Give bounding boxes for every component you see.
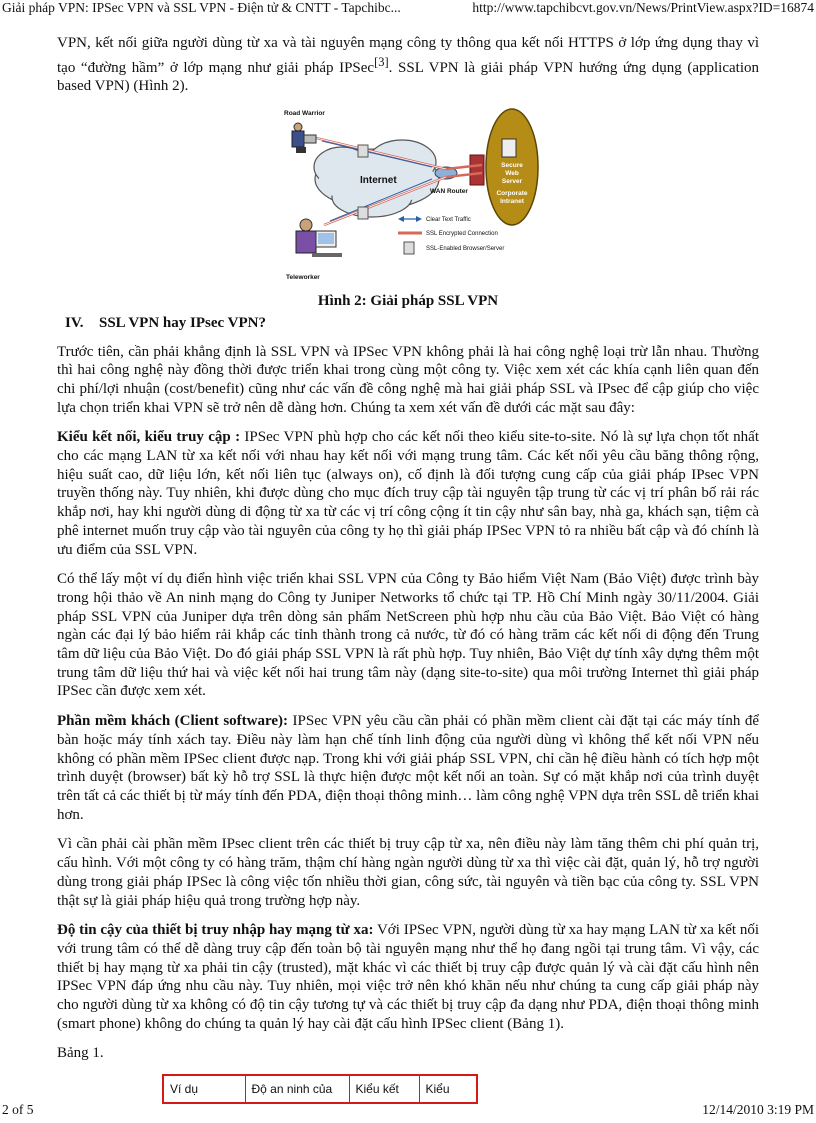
footnote-ref[interactable]: [3] <box>374 54 389 69</box>
intro-paragraph: VPN, kết nối giữa người dùng từ xa và tài nguyên mạng công ty thông qua kết nối HTTPS ở lớp ứng dụng thay vì tạo “đường hầm” ở lớp mạng như giải pháp IPSec[3]. SSL VPN là giải pháp VPN hướng ứng dụng (application based VPN) (Hình 2). <box>57 35 759 95</box>
figure-legend <box>398 216 504 254</box>
table-header-cell: Kiểu kết <box>349 1075 419 1103</box>
section-number: IV. <box>65 314 84 331</box>
svg-text:SSL-Enabled Browser/Server: SSL-Enabled Browser/Server <box>426 246 505 253</box>
page-number: 2 of 5 <box>2 1102 34 1117</box>
table-header-cell: Ví dụ <box>163 1075 245 1103</box>
section-heading <box>57 314 759 333</box>
svg-text:SSL Encrypted Connection: SSL Encrypted Connection <box>426 231 498 238</box>
browser-icon <box>358 145 368 157</box>
figure-caption: Hình 2: Giải pháp SSL VPN <box>317 293 499 310</box>
comparison-table-wrap <box>162 1074 759 1104</box>
corporate-server <box>486 109 538 225</box>
paragraph-2: Kiểu kết nối, kiểu truy cập : IPSec VPN phù hợp cho các kết nối theo kiểu site-to-site. Nó là sự lựa chọn tốt nhất cho các mạng LAN từ xa kết nối với nhau hay kết nối với mạng trung tâm. Các kết nối yêu cầu băng thông rộng, hiệu suất cao, dữ liệu lớn, kết nối liên tục (always on), cố định là đối tượng cung cấp của giải pháp IPsec VPN truyền thống này. Tuy nhiên, khi được dùng cho mục đích truy cập tài nguyên tập trung từ các vị trí phân bố rải rác khắp nơi, hay khi người dùng di động từ xa từ các vị trí công cộng ít tin cậy như sân bay, nhà ga, khách sạn, tiệm cà phê internet muốn truy cập vào tài nguyên của công ty họ thì giải pháp IPSec VPN tỏ ra nhiều bất cập và đó chính là ưu điểm của SSL VPN. <box>57 429 759 558</box>
table-header-cell: Độ an ninh của <box>245 1075 349 1103</box>
article-body <box>57 34 759 1104</box>
svg-text:Secure: Secure <box>501 162 523 170</box>
print-datetime: 12/14/2010 3:19 PM <box>702 1102 814 1117</box>
svg-text:Server: Server <box>501 178 523 186</box>
ssl-vpn-figure <box>57 107 759 289</box>
svg-text:Intranet: Intranet <box>500 198 524 206</box>
page-header-title: Giải pháp VPN: IPSec VPN và SSL VPN - Điện tử & CNTT - Tapchibc... <box>2 0 401 15</box>
table-header-row <box>163 1075 477 1103</box>
svg-text:Corporate: Corporate <box>496 190 528 198</box>
section-title: SSL VPN hay IPsec VPN? <box>99 314 266 331</box>
svg-text:Road Warrior: Road Warrior <box>284 110 325 118</box>
paragraph-1: Trước tiên, cần phải khẳng định là SSL VPN và IPSec VPN không phải là hai công nghệ loại trừ lẫn nhau. Thường thì hai công nghệ này đồng thời được triển khai trong cùng một công ty. Việc xem xét các khía cạnh liên quan đến chi phí/lợi nhuận (cost/benefit) cũng như các vấn đề công nghệ mà hai giải pháp SSL và IPsec để cập giúp cho việc lựa chọn triển khai VPN sẽ trở nên dễ dàng hơn. Chúng ta xem xét vấn đề dưới các mặt sau đây: <box>57 343 759 416</box>
ssl-vpn-diagram <box>282 107 552 289</box>
svg-text:Teleworker: Teleworker <box>286 274 320 282</box>
table-label: Bảng 1. <box>57 1045 104 1062</box>
page-header-url: http://www.tapchibcvt.gov.vn/News/PrintView.aspx?ID=16874 <box>472 0 814 15</box>
table-header-cell: Kiểu <box>419 1075 477 1103</box>
paragraph-4: Phần mềm khách (Client software): IPSec VPN yêu cầu cần phải có phần mềm client cài đặt tại các máy tính để bàn hoặc máy tính xách tay. Điều này làm hạn chế tính linh động của người dùng vì không thể kết nối VPN nếu không có phần mềm IPSec client được nạp. Trong khi với giải pháp SSL VPN, chỉ cần hệ điều hành có tích hợp một trình duyệt (browser) bất kỳ hỗ trợ SSL là thực hiện được một kết nối an toàn. Sự có mặt khắp nơi của trình duyệt trên tất cả các thiết bị từ máy tính đến PDA, điện thoại thông minh… làm công nghệ VPN dựa trên SSL dễ triển khai hơn. <box>57 713 759 823</box>
teleworker-icon <box>286 219 342 281</box>
road-warrior-icon <box>284 110 325 153</box>
svg-text:Clear Text Traffic: Clear Text Traffic <box>426 217 471 224</box>
paragraph-3: Có thể lấy một ví dụ điển hình việc triển khai SSL VPN của Công ty Bảo hiểm Việt Nam (Bảo Việt) được trình bày trong hội thảo về An ninh mạng do Công ty Juniper Networks tổ chức tại TP. Hồ Chí Minh ngày 30/11/2004. Giải pháp SSL VPN của Juniper dựa trên dòng sản phẩm NetScreen phù hợp nhu cầu của Bảo Việt. Bảo Việt có hàng ngàn các đại lý bảo hiểm rải khắp các tỉnh thành trong cả nước, từ đó có hàng trăm các kết nối di động đến Trung tâm dữ liệu của Bảo Việt. Do đó giải pháp SSL VPN là rất phù hợp. Tuy nhiên, Bảo Việt dự tính xây dựng thêm một trung tâm dữ liệu thứ hai và việc kết nối hai trung tâm này (dạng site-to-site) qua môi trường Internet thì giải pháp IPSec cần được xem xét. <box>57 571 759 700</box>
svg-text:Web: Web <box>505 170 519 178</box>
paragraph-6: Độ tin cậy của thiết bị truy nhập hay mạng từ xa: Với IPSec VPN, người dùng từ xa hay mạng LAN từ xa kết nối với trung tâm có thể dễ dàng truy cập đến toàn bộ tài nguyên mạng như thể họ đang ngồi tại trung tâm. Vì vậy, các thiết bị hay mạng từ xa phải tin cậy (trusted), mặt khác vì các thiết bị truy cập được quản lý và cài đặt cấu hình nên IPSec VPN đáp ứng nhu cầu này. Tuy nhiên, mọi việc trở nên khó khăn nếu như chúng ta cung cấp giải pháp này cho người dùng từ xa không có độ tin cậy tương tự và các thiết bị truy cập đa dạng như PDA, điện thoại thông minh (smart phone) không do chúng ta quản lý hay cài đặt cấu hình IPSec client (Bảng 1). <box>57 922 760 1032</box>
firewall-icon <box>470 155 484 185</box>
svg-text:WAN Router: WAN Router <box>430 188 468 196</box>
paragraph-5: Vì cần phải cài phần mềm IPsec client trên các thiết bị truy cập từ xa, nên điều này làm tăng thêm chi phí quản trị, cấu hình. Với một công ty có hàng trăm, thậm chí hàng ngàn người dùng từ xa thì việc cài đặt, quản lý, hỗ trợ người dùng trong giải pháp IPSec là công việc tốn nhiều thời gian, công sức, tài nguyên và tiền bạc của công ty. SSL VPN thật sự là giải pháp hiệu quả trong trường hợp này. <box>57 836 759 909</box>
comparison-table <box>162 1074 478 1104</box>
browser-icon <box>358 207 368 219</box>
internet-label: Internet <box>360 175 397 187</box>
